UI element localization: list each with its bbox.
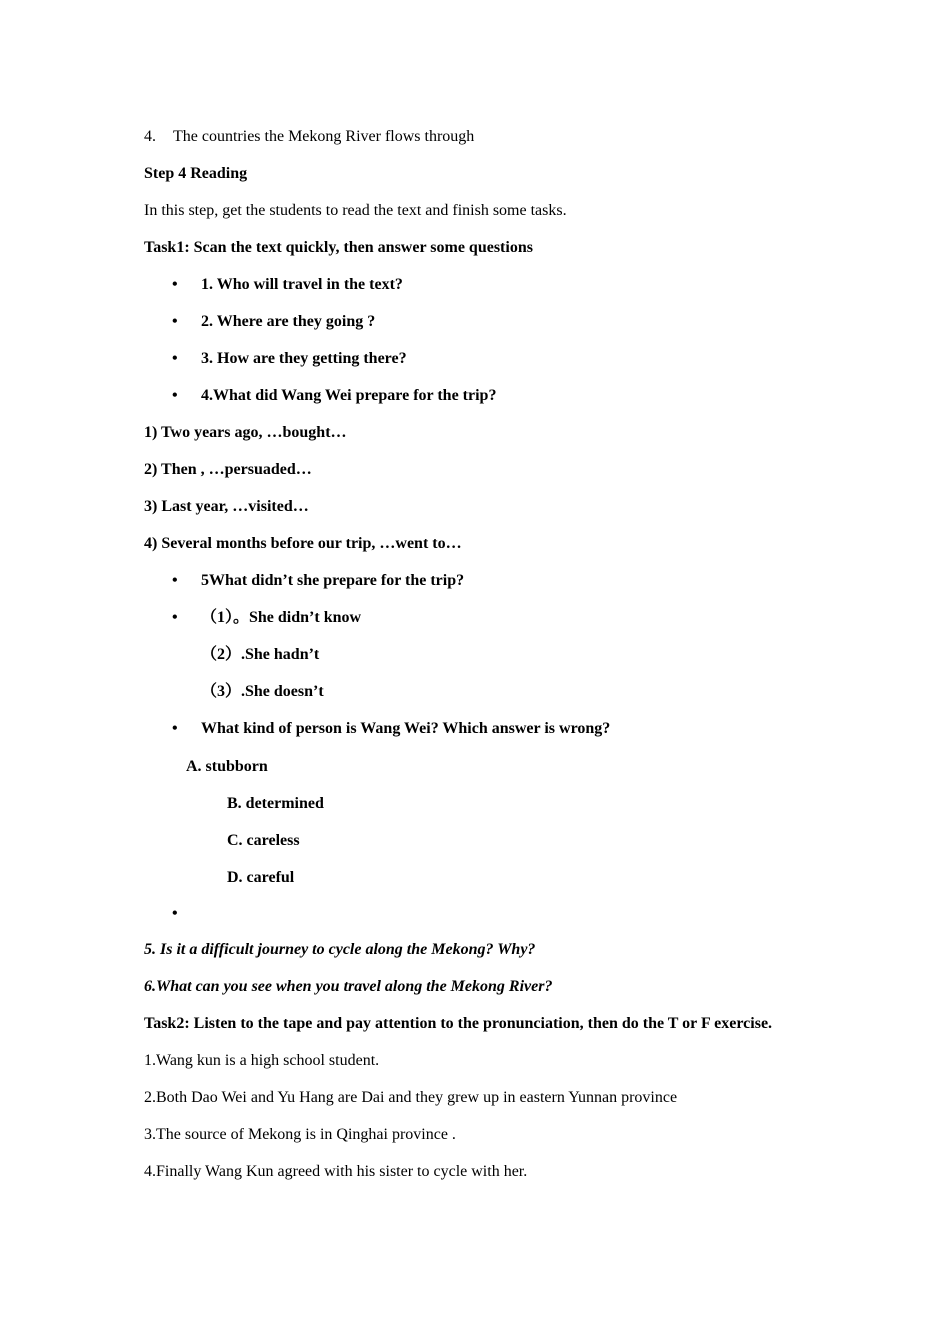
question-6-italic: 6.What can you see when you travel along the Mekong River? [144,978,553,995]
bullet-icon: • [172,313,178,330]
option-d: D. careful [227,869,295,886]
tf-statement-3: 3.The source of Mekong is in Qinghai province . [144,1126,456,1143]
step4-heading: Step 4 Reading [144,165,248,182]
list-item-text: The countries the Mekong River flows through [173,128,475,145]
bullet-icon: • [172,350,178,367]
task1-question-3: 3. How are they getting there? [201,350,407,367]
bullet-icon: • [172,572,178,589]
bullet-icon: • [172,720,178,737]
task1-question-1: 1. Who will travel in the text? [201,276,403,293]
task1-heading: Task1: Scan the text quickly, then answer some questions [144,239,533,256]
option-c: C. careless [227,832,300,849]
not-prepared-item-3: （3）.She doesn’t [201,683,324,700]
list-item-4 [144,127,474,147]
person-question: What kind of person is Wang Wei? Which answer is wrong? [201,720,611,737]
bullet-icon: • [172,609,178,626]
preparation-item-2: 2) Then , …persuaded… [144,461,312,478]
task1-question-5: 5What didn’t she prepare for the trip? [201,572,465,589]
step4-intro: In this step, get the students to read the text and finish some tasks. [144,202,567,219]
preparation-item-1: 1) Two years ago, …bought… [144,424,347,441]
tf-statement-2: 2.Both Dao Wei and Yu Hang are Dai and they grew up in eastern Yunnan province [144,1089,678,1106]
not-prepared-item-1: （1）。She didn’t know [201,609,362,626]
option-b: B. determined [227,795,324,812]
preparation-item-3: 3) Last year, …visited… [144,498,309,515]
bullet-icon: • [172,276,178,293]
task1-question-2: 2. Where are they going ? [201,313,376,330]
tf-statement-1: 1.Wang kun is a high school student. [144,1052,380,1069]
tf-statement-4: 4.Finally Wang Kun agreed with his sister to cycle with her. [144,1163,528,1180]
task2-heading: Task2: Listen to the tape and pay attention to the pronunciation, then do the T or F exercise. [144,1015,773,1032]
not-prepared-item-2: （2）.She hadn’t [201,646,320,663]
question-5-italic: 5. Is it a difficult journey to cycle along the Mekong? Why? [144,941,536,958]
task1-question-4: 4.What did Wang Wei prepare for the trip? [201,387,497,404]
preparation-item-4: 4) Several months before our trip, …went to… [144,535,462,552]
bullet-icon: • [172,387,178,404]
list-number: 4. [144,128,156,145]
bullet-icon: • [172,905,178,922]
option-a: A. stubborn [186,758,268,775]
